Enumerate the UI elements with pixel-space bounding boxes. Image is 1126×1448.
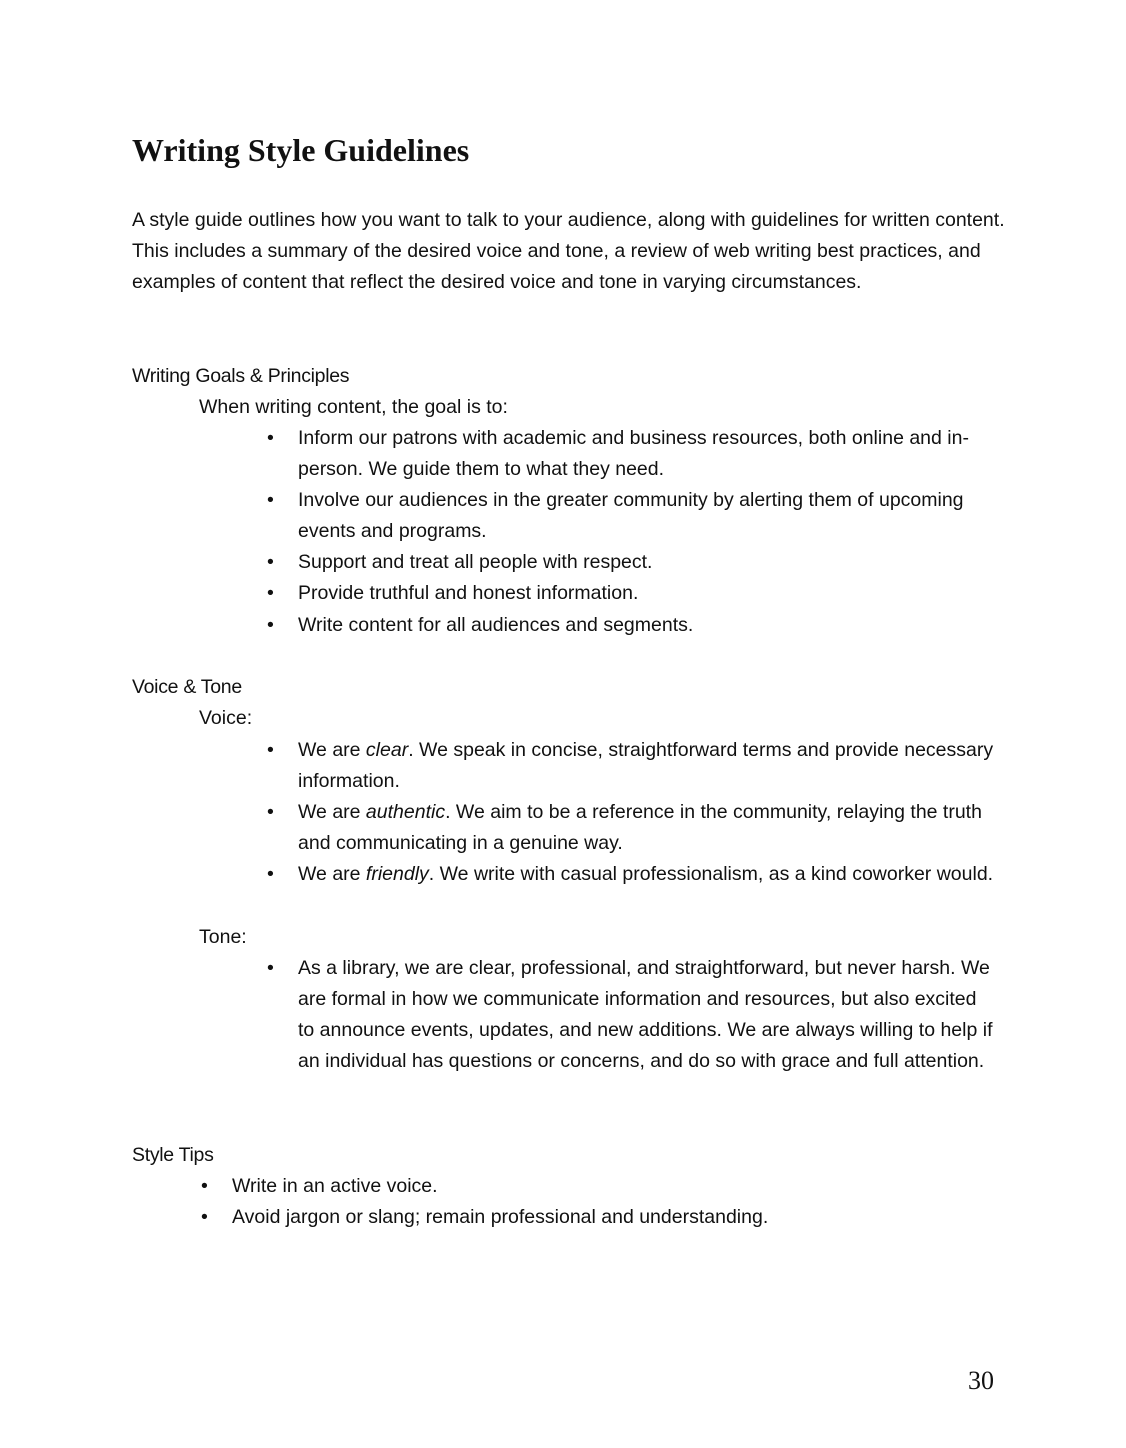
list-item — [267, 485, 1010, 547]
list-item — [201, 1171, 1012, 1202]
list-item — [267, 859, 998, 890]
list-item — [267, 423, 1010, 485]
list-item-text: Write content for all audiences and segments. — [298, 613, 694, 636]
voice-item-emphasis: friendly — [365, 863, 429, 886]
tone-list — [267, 953, 998, 1077]
voice-item-emphasis: authentic — [365, 801, 446, 824]
bullet-glyph: • — [267, 551, 274, 574]
voice-item-prefix: We are — [298, 739, 366, 761]
list-item-text: As a library, we are clear, professional, and straightforward, but never harsh. We are formal in how we communicate information and resources, but also excited to announce events, updates, and new additions. We are always willing to help if an individual has questions or concerns, and do so with grace and full attention. — [298, 957, 993, 1073]
voice-tone-heading: Voice & Tone — [132, 676, 242, 698]
bullet-glyph: • — [267, 489, 274, 512]
list-item-text: Involve our audiences in the greater community by alerting them of upcoming events and programs. — [298, 489, 964, 543]
voice-list — [267, 735, 998, 890]
goals-heading: Writing Goals & Principles — [132, 365, 350, 387]
list-item — [201, 1202, 1012, 1233]
goals-lead: When writing content, the goal is to: — [199, 396, 508, 418]
voice-item-prefix: We are — [298, 863, 366, 886]
bullet-glyph: • — [267, 582, 274, 605]
voice-item-rest: . We aim to be a reference in the community, relaying the truth and communicating in a genuine way. — [298, 801, 982, 855]
style-tips-heading: Style Tips — [132, 1144, 214, 1166]
list-item — [267, 953, 998, 1077]
intro-paragraph: A style guide outlines how you want to talk to your audience, along with guidelines for written content. This includes a summary of the desired voice and tone, a review of web writing best practices, and examples of content that reflect the desired voice and tone in varying circumstances. — [132, 209, 1005, 294]
list-item — [267, 735, 998, 797]
bullet-glyph: • — [201, 1175, 208, 1197]
bullet-glyph: • — [267, 739, 274, 761]
list-item — [267, 610, 1010, 641]
list-item-text: Avoid jargon or slang; remain professional and understanding. — [232, 1206, 769, 1229]
tone-label: Tone: — [199, 926, 247, 948]
list-item-text: Support and treat all people with respect. — [298, 551, 653, 574]
bullet-glyph: • — [267, 957, 274, 979]
bullet-glyph: • — [267, 427, 274, 449]
goals-list — [267, 423, 1010, 641]
page-number: 30 — [968, 1366, 994, 1395]
voice-item-rest: . We speak in concise, straightforward terms and provide necessary information. — [298, 739, 994, 793]
bullet-glyph: • — [267, 863, 274, 886]
voice-item-rest: . We write with casual professionalism, as a kind coworker would. — [428, 863, 994, 886]
voice-item-emphasis: clear — [365, 739, 409, 761]
list-item-text: Write in an active voice. — [232, 1175, 438, 1197]
voice-item-prefix: We are — [298, 801, 366, 824]
bullet-glyph: • — [201, 1206, 208, 1229]
style-tips-list — [201, 1171, 1012, 1233]
list-item-text: Inform our patrons with academic and business resources, both online and in-person. We guide them to what they need. — [298, 427, 969, 481]
list-item — [267, 797, 998, 859]
list-item-text: Provide truthful and honest information. — [298, 582, 639, 605]
list-item — [267, 547, 1010, 578]
bullet-glyph: • — [267, 801, 274, 824]
bullet-glyph: • — [267, 613, 274, 636]
list-item — [267, 578, 1010, 609]
page-title: Writing Style Guidelines — [132, 132, 470, 168]
voice-label: Voice: — [199, 707, 253, 729]
